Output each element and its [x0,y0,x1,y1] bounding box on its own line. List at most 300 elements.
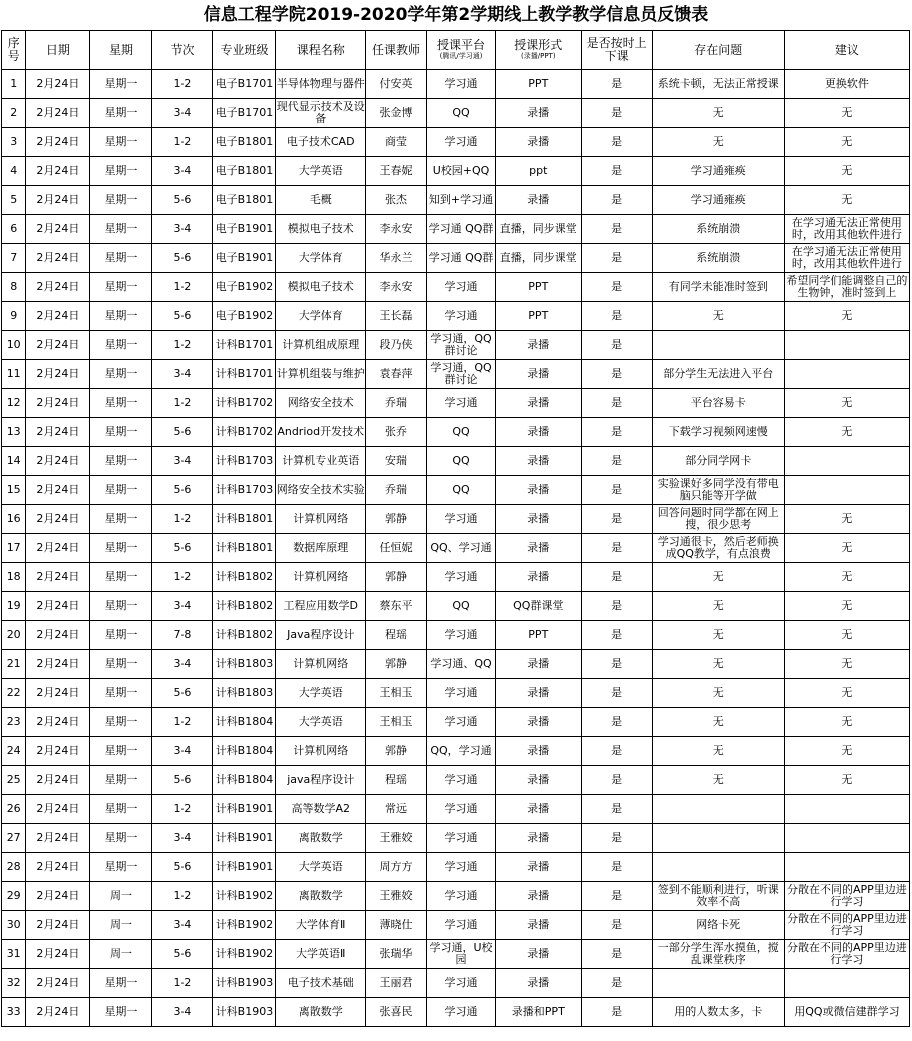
class-cell[interactable] [213,70,276,99]
teacher-cell[interactable] [365,360,426,389]
form-cell[interactable] [496,882,581,911]
period-cell[interactable] [152,940,213,969]
row-number[interactable] [2,708,26,737]
advice-cell[interactable] [784,708,909,737]
weekday-cell[interactable] [90,563,152,592]
form-cell[interactable] [496,969,581,998]
form-cell[interactable] [496,360,581,389]
advice-cell[interactable] [784,360,909,389]
advice-cell[interactable] [784,969,909,998]
row-number[interactable] [2,882,26,911]
period-cell[interactable] [152,157,213,186]
teacher-cell[interactable] [365,969,426,998]
issue-cell[interactable] [652,650,784,679]
issue-cell[interactable] [652,824,784,853]
platform-cell[interactable] [426,969,495,998]
date-cell[interactable] [26,360,90,389]
platform-cell[interactable] [426,302,495,331]
period-cell[interactable] [152,621,213,650]
advice-cell[interactable] [784,128,909,157]
date-cell[interactable] [26,737,90,766]
weekday-cell[interactable] [90,99,152,128]
class-cell[interactable] [213,360,276,389]
row-number[interactable] [2,737,26,766]
teacher-cell[interactable] [365,621,426,650]
class-cell[interactable] [213,534,276,563]
issue-cell[interactable] [652,737,784,766]
issue-cell[interactable] [652,389,784,418]
advice-cell[interactable] [784,824,909,853]
class-cell[interactable] [213,969,276,998]
platform-cell[interactable] [426,679,495,708]
teacher-cell[interactable] [365,128,426,157]
issue-cell[interactable] [652,940,784,969]
issue-cell[interactable] [652,563,784,592]
teacher-cell[interactable] [365,418,426,447]
form-cell[interactable] [496,911,581,940]
form-cell[interactable] [496,128,581,157]
platform-cell[interactable] [426,70,495,99]
class-cell[interactable] [213,998,276,1027]
course-cell[interactable] [276,70,365,99]
row-number[interactable] [2,215,26,244]
row-number[interactable] [2,505,26,534]
row-number[interactable] [2,128,26,157]
ontime-cell[interactable] [581,534,652,563]
period-cell[interactable] [152,969,213,998]
course-cell[interactable] [276,853,365,882]
row-number[interactable] [2,969,26,998]
platform-cell[interactable] [426,940,495,969]
form-cell[interactable] [496,853,581,882]
class-cell[interactable] [213,853,276,882]
form-cell[interactable] [496,302,581,331]
issue-cell[interactable] [652,708,784,737]
class-cell[interactable] [213,911,276,940]
weekday-cell[interactable] [90,998,152,1027]
col-class[interactable]: 专业班级 [213,31,276,70]
ontime-cell[interactable] [581,911,652,940]
period-cell[interactable] [152,99,213,128]
teacher-cell[interactable] [365,766,426,795]
ontime-cell[interactable] [581,273,652,302]
form-cell[interactable] [496,534,581,563]
teacher-cell[interactable] [365,824,426,853]
class-cell[interactable] [213,99,276,128]
advice-cell[interactable] [784,650,909,679]
period-cell[interactable] [152,70,213,99]
row-number[interactable] [2,534,26,563]
period-cell[interactable] [152,998,213,1027]
ontime-cell[interactable] [581,476,652,505]
ontime-cell[interactable] [581,99,652,128]
date-cell[interactable] [26,157,90,186]
period-cell[interactable] [152,273,213,302]
date-cell[interactable] [26,99,90,128]
course-cell[interactable] [276,592,365,621]
period-cell[interactable] [152,128,213,157]
issue-cell[interactable] [652,505,784,534]
class-cell[interactable] [213,128,276,157]
platform-cell[interactable] [426,998,495,1027]
date-cell[interactable] [26,476,90,505]
ontime-cell[interactable] [581,882,652,911]
course-cell[interactable] [276,940,365,969]
class-cell[interactable] [213,882,276,911]
teacher-cell[interactable] [365,534,426,563]
row-number[interactable] [2,592,26,621]
class-cell[interactable] [213,679,276,708]
col-advice[interactable]: 建议 [784,31,909,70]
row-number[interactable] [2,563,26,592]
weekday-cell[interactable] [90,505,152,534]
platform-cell[interactable] [426,389,495,418]
advice-cell[interactable] [784,882,909,911]
advice-cell[interactable] [784,563,909,592]
form-cell[interactable] [496,331,581,360]
advice-cell[interactable] [784,418,909,447]
advice-cell[interactable] [784,331,909,360]
weekday-cell[interactable] [90,389,152,418]
class-cell[interactable] [213,940,276,969]
weekday-cell[interactable] [90,882,152,911]
weekday-cell[interactable] [90,824,152,853]
advice-cell[interactable] [784,244,909,273]
class-cell[interactable] [213,418,276,447]
platform-cell[interactable] [426,331,495,360]
platform-cell[interactable] [426,505,495,534]
col-date[interactable]: 日期 [26,31,90,70]
platform-cell[interactable] [426,563,495,592]
teacher-cell[interactable] [365,505,426,534]
weekday-cell[interactable] [90,940,152,969]
col-platform[interactable] [426,31,495,70]
teacher-cell[interactable] [365,795,426,824]
advice-cell[interactable] [784,679,909,708]
course-cell[interactable] [276,969,365,998]
weekday-cell[interactable] [90,766,152,795]
advice-cell[interactable] [784,70,909,99]
date-cell[interactable] [26,128,90,157]
course-cell[interactable] [276,621,365,650]
ontime-cell[interactable] [581,331,652,360]
col-teacher[interactable]: 任课教师 [365,31,426,70]
issue-cell[interactable] [652,128,784,157]
period-cell[interactable] [152,650,213,679]
class-cell[interactable] [213,505,276,534]
course-cell[interactable] [276,882,365,911]
platform-cell[interactable] [426,592,495,621]
ontime-cell[interactable] [581,766,652,795]
date-cell[interactable] [26,563,90,592]
course-cell[interactable] [276,389,365,418]
course-cell[interactable] [276,302,365,331]
ontime-cell[interactable] [581,708,652,737]
date-cell[interactable] [26,186,90,215]
date-cell[interactable] [26,534,90,563]
teacher-cell[interactable] [365,70,426,99]
issue-cell[interactable] [652,998,784,1027]
course-cell[interactable] [276,215,365,244]
course-cell[interactable] [276,99,365,128]
form-cell[interactable] [496,795,581,824]
course-cell[interactable] [276,360,365,389]
class-cell[interactable] [213,476,276,505]
row-number[interactable] [2,650,26,679]
period-cell[interactable] [152,244,213,273]
period-cell[interactable] [152,737,213,766]
advice-cell[interactable] [784,592,909,621]
teacher-cell[interactable] [365,157,426,186]
issue-cell[interactable] [652,302,784,331]
teacher-cell[interactable] [365,679,426,708]
issue-cell[interactable] [652,679,784,708]
class-cell[interactable] [213,708,276,737]
advice-cell[interactable] [784,853,909,882]
ontime-cell[interactable] [581,621,652,650]
teacher-cell[interactable] [365,331,426,360]
weekday-cell[interactable] [90,679,152,708]
issue-cell[interactable] [652,476,784,505]
ontime-cell[interactable] [581,157,652,186]
class-cell[interactable] [213,563,276,592]
form-cell[interactable] [496,592,581,621]
course-cell[interactable] [276,244,365,273]
platform-cell[interactable] [426,650,495,679]
ontime-cell[interactable] [581,447,652,476]
weekday-cell[interactable] [90,273,152,302]
weekday-cell[interactable] [90,215,152,244]
teacher-cell[interactable] [365,592,426,621]
row-number[interactable] [2,244,26,273]
course-cell[interactable] [276,766,365,795]
ontime-cell[interactable] [581,969,652,998]
platform-cell[interactable] [426,418,495,447]
weekday-cell[interactable] [90,70,152,99]
advice-cell[interactable] [784,766,909,795]
weekday-cell[interactable] [90,534,152,563]
row-number[interactable] [2,389,26,418]
class-cell[interactable] [213,331,276,360]
course-cell[interactable] [276,331,365,360]
form-cell[interactable] [496,215,581,244]
form-cell[interactable] [496,505,581,534]
issue-cell[interactable] [652,853,784,882]
col-no[interactable]: 序号 [2,31,26,70]
advice-cell[interactable] [784,534,909,563]
row-number[interactable] [2,99,26,128]
advice-cell[interactable] [784,476,909,505]
date-cell[interactable] [26,418,90,447]
platform-cell[interactable] [426,215,495,244]
platform-cell[interactable] [426,853,495,882]
ontime-cell[interactable] [581,244,652,273]
ontime-cell[interactable] [581,215,652,244]
col-ontime[interactable]: 是否按时上下课 [581,31,652,70]
period-cell[interactable] [152,766,213,795]
issue-cell[interactable] [652,534,784,563]
date-cell[interactable] [26,621,90,650]
platform-cell[interactable] [426,737,495,766]
ontime-cell[interactable] [581,998,652,1027]
issue-cell[interactable] [652,70,784,99]
form-cell[interactable] [496,418,581,447]
teacher-cell[interactable] [365,476,426,505]
date-cell[interactable] [26,215,90,244]
period-cell[interactable] [152,679,213,708]
row-number[interactable] [2,766,26,795]
row-number[interactable] [2,795,26,824]
course-cell[interactable] [276,795,365,824]
ontime-cell[interactable] [581,302,652,331]
row-number[interactable] [2,998,26,1027]
weekday-cell[interactable] [90,302,152,331]
form-cell[interactable] [496,273,581,302]
class-cell[interactable] [213,447,276,476]
form-cell[interactable] [496,766,581,795]
teacher-cell[interactable] [365,215,426,244]
teacher-cell[interactable] [365,563,426,592]
ontime-cell[interactable] [581,795,652,824]
issue-cell[interactable] [652,969,784,998]
advice-cell[interactable] [784,447,909,476]
form-cell[interactable] [496,157,581,186]
ontime-cell[interactable] [581,418,652,447]
form-cell[interactable] [496,186,581,215]
issue-cell[interactable] [652,186,784,215]
advice-cell[interactable] [784,215,909,244]
teacher-cell[interactable] [365,389,426,418]
period-cell[interactable] [152,476,213,505]
issue-cell[interactable] [652,911,784,940]
form-cell[interactable] [496,737,581,766]
issue-cell[interactable] [652,882,784,911]
teacher-cell[interactable] [365,911,426,940]
platform-cell[interactable] [426,476,495,505]
platform-cell[interactable] [426,621,495,650]
col-form[interactable] [496,31,581,70]
form-cell[interactable] [496,621,581,650]
row-number[interactable] [2,302,26,331]
issue-cell[interactable] [652,447,784,476]
issue-cell[interactable] [652,157,784,186]
course-cell[interactable] [276,679,365,708]
class-cell[interactable] [213,244,276,273]
weekday-cell[interactable] [90,708,152,737]
ontime-cell[interactable] [581,389,652,418]
issue-cell[interactable] [652,331,784,360]
platform-cell[interactable] [426,766,495,795]
row-number[interactable] [2,331,26,360]
form-cell[interactable] [496,99,581,128]
form-cell[interactable] [496,389,581,418]
weekday-cell[interactable] [90,853,152,882]
teacher-cell[interactable] [365,186,426,215]
course-cell[interactable] [276,273,365,302]
platform-cell[interactable] [426,824,495,853]
class-cell[interactable] [213,592,276,621]
ontime-cell[interactable] [581,186,652,215]
date-cell[interactable] [26,969,90,998]
weekday-cell[interactable] [90,795,152,824]
form-cell[interactable] [496,70,581,99]
teacher-cell[interactable] [365,99,426,128]
teacher-cell[interactable] [365,273,426,302]
weekday-cell[interactable] [90,592,152,621]
weekday-cell[interactable] [90,186,152,215]
teacher-cell[interactable] [365,737,426,766]
advice-cell[interactable] [784,157,909,186]
period-cell[interactable] [152,331,213,360]
weekday-cell[interactable] [90,128,152,157]
row-number[interactable] [2,824,26,853]
col-weekday[interactable]: 星期 [90,31,152,70]
row-number[interactable] [2,360,26,389]
course-cell[interactable] [276,998,365,1027]
period-cell[interactable] [152,882,213,911]
date-cell[interactable] [26,389,90,418]
course-cell[interactable] [276,186,365,215]
platform-cell[interactable] [426,708,495,737]
platform-cell[interactable] [426,534,495,563]
issue-cell[interactable] [652,244,784,273]
weekday-cell[interactable] [90,911,152,940]
date-cell[interactable] [26,650,90,679]
period-cell[interactable] [152,592,213,621]
class-cell[interactable] [213,795,276,824]
date-cell[interactable] [26,882,90,911]
course-cell[interactable] [276,737,365,766]
platform-cell[interactable] [426,186,495,215]
advice-cell[interactable] [784,273,909,302]
issue-cell[interactable] [652,621,784,650]
ontime-cell[interactable] [581,940,652,969]
platform-cell[interactable] [426,882,495,911]
teacher-cell[interactable] [365,882,426,911]
issue-cell[interactable] [652,360,784,389]
form-cell[interactable] [496,563,581,592]
platform-cell[interactable] [426,244,495,273]
weekday-cell[interactable] [90,650,152,679]
period-cell[interactable] [152,824,213,853]
form-cell[interactable] [496,998,581,1027]
class-cell[interactable] [213,766,276,795]
platform-cell[interactable] [426,360,495,389]
date-cell[interactable] [26,824,90,853]
period-cell[interactable] [152,505,213,534]
period-cell[interactable] [152,215,213,244]
teacher-cell[interactable] [365,650,426,679]
class-cell[interactable] [213,215,276,244]
class-cell[interactable] [213,389,276,418]
form-cell[interactable] [496,650,581,679]
ontime-cell[interactable] [581,563,652,592]
course-cell[interactable] [276,708,365,737]
date-cell[interactable] [26,911,90,940]
row-number[interactable] [2,157,26,186]
date-cell[interactable] [26,70,90,99]
col-issue[interactable]: 存在问题 [652,31,784,70]
course-cell[interactable] [276,505,365,534]
row-number[interactable] [2,621,26,650]
advice-cell[interactable] [784,505,909,534]
course-cell[interactable] [276,418,365,447]
row-number[interactable] [2,476,26,505]
row-number[interactable] [2,679,26,708]
period-cell[interactable] [152,534,213,563]
teacher-cell[interactable] [365,998,426,1027]
issue-cell[interactable] [652,273,784,302]
